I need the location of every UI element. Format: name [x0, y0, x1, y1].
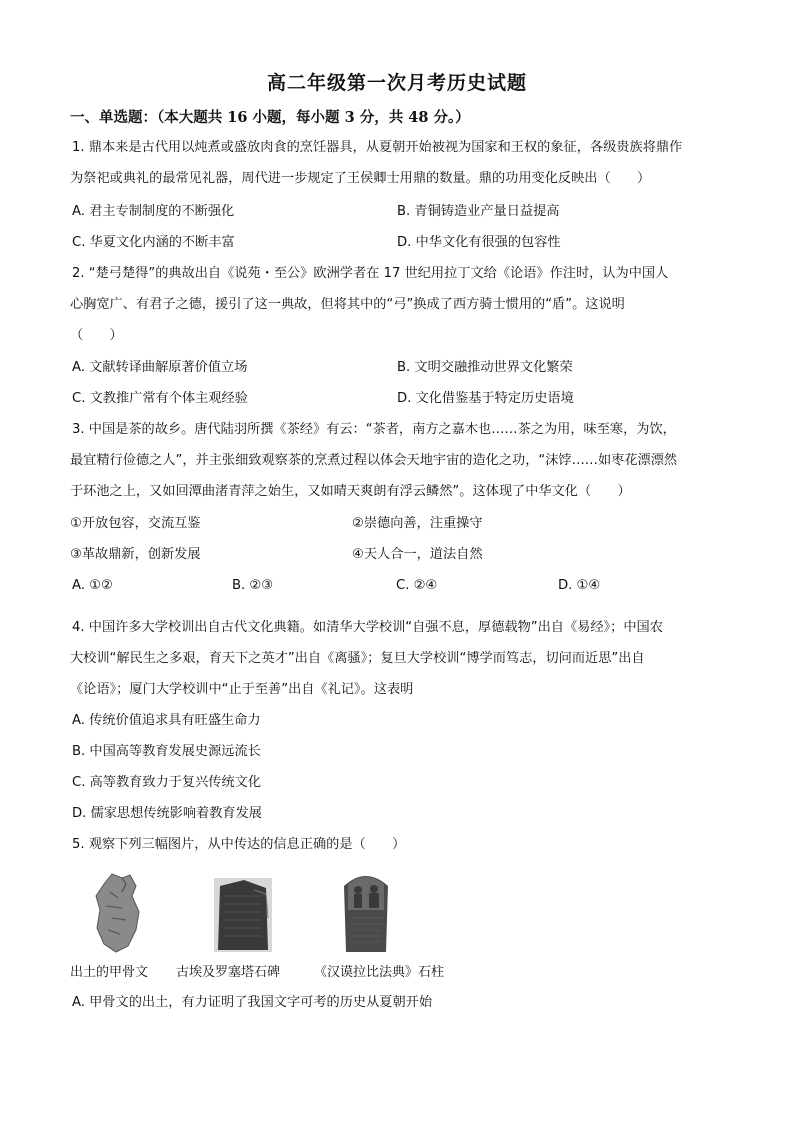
- q3-item-3: ③革故鼎新，创新发展: [70, 547, 201, 562]
- q4-line-3: 《论语》；厦门大学校训中“止于至善”出自《礼记》。这表明: [70, 682, 414, 697]
- q4-option-a: A. 传统价值追求具有旺盛生命力: [72, 713, 261, 728]
- q1-option-d: D. 中华文化有很强的包容性: [397, 235, 561, 250]
- q3-line-2: 最宜精行俭德之人”，并主张细致观察茶的烹煮过程以体会天地宇宙的造化之功，“沫饽……如枣花漂漂然: [70, 453, 678, 468]
- q3-option-a: A. ①②: [72, 578, 113, 593]
- q3-line-3: 于环池之上，又如回潭曲渚青萍之始生，又如晴天爽朗有浮云鳞然”。这体现了中华文化（ ）: [70, 484, 631, 499]
- q4-line-1: 4. 中国许多大学校训出自古代文化典籍。如清华大学校训“自强不息，厚德载物”出自《易经》；中国农: [72, 620, 663, 635]
- rosetta-stone-image: [214, 878, 272, 952]
- q2-option-c: C. 文教推广常有个体主观经验: [72, 391, 248, 406]
- q2-option-a: A. 文献转译曲解原著价值立场: [72, 360, 248, 375]
- q3-item-4: ④天人合一，道法自然: [352, 547, 483, 562]
- caption-hammurabi-stele: 《汉谟拉比法典》石柱: [314, 965, 445, 980]
- q4-line-2: 大校训“解民生之多艰，育天下之英才”出自《离骚》；复旦大学校训“博学而笃志，切问而近思”出自: [70, 651, 645, 666]
- q3-line-1: 3. 中国是茶的故乡。唐代陆羽所撰《茶经》有云：“茶者，南方之嘉木也……茶之为用，味至寒，为饮，: [72, 422, 676, 437]
- q3-item-2: ②崇德向善，注重操守: [352, 516, 483, 531]
- q5-line-1: 5. 观察下列三幅图片，从中传达的信息正确的是（ ）: [72, 837, 406, 852]
- q1-option-c: C. 华夏文化内涵的不断丰富: [72, 235, 235, 250]
- q1-option-a: A. 君主专制制度的不断强化: [72, 204, 235, 219]
- q1-option-b: B. 青铜铸造业产量日益提高: [397, 204, 560, 219]
- q4-option-c: C. 高等教育致力于复兴传统文化: [72, 775, 262, 790]
- q1-line-1: 1. 鼎本来是古代用以炖煮或盛放肉食的烹饪器具，从夏朝开始被视为国家和王权的象征，各级贵族将鼎作: [72, 140, 683, 155]
- q2-line-3: （ ）: [70, 328, 123, 343]
- caption-oracle-bone: 出土的甲骨文: [70, 965, 149, 980]
- q3-item-1: ①开放包容，交流互鉴: [70, 516, 201, 531]
- q4-option-d: D. 儒家思想传统影响着教育发展: [72, 806, 262, 821]
- q3-option-b: B. ②③: [232, 578, 274, 593]
- q2-line-1: 2. “楚弓楚得”的典故出自《说苑・至公》欧洲学者在 17 世纪用拉丁文给《论语》作注时，认为中国人: [72, 266, 669, 281]
- hammurabi-stele-image: [338, 872, 394, 952]
- q4-option-b: B. 中国高等教育发展史源远流长: [72, 744, 261, 759]
- page-title: 高二年级第一次月考历史试题: [266, 72, 527, 94]
- caption-rosetta-stone: 古埃及罗塞塔石碑: [176, 965, 281, 980]
- q5-option-a: A. 甲骨文的出土，有力证明了我国文字可考的历史从夏朝开始: [72, 995, 433, 1010]
- q3-option-c: C. ②④: [396, 578, 438, 593]
- section-heading: 一、单选题：（本大题共 16 小题，每小题 3 分，共 48 分。）: [70, 109, 470, 126]
- q2-option-b: B. 文明交融推动世界文化繁荣: [397, 360, 573, 375]
- oracle-bone-image: [92, 872, 144, 954]
- q3-option-d: D. ①④: [558, 578, 601, 593]
- q2-option-d: D. 文化借鉴基于特定历史语境: [397, 391, 574, 406]
- q2-line-2: 心胸宽广、有君子之德，援引了这一典故，但将其中的“弓”换成了西方骑士惯用的“盾”。这说明: [70, 297, 625, 312]
- q1-line-2: 为祭祀或典礼的最常见礼器，周代进一步规定了王侯卿士用鼎的数量。鼎的功用变化反映出（ ）: [70, 171, 651, 186]
